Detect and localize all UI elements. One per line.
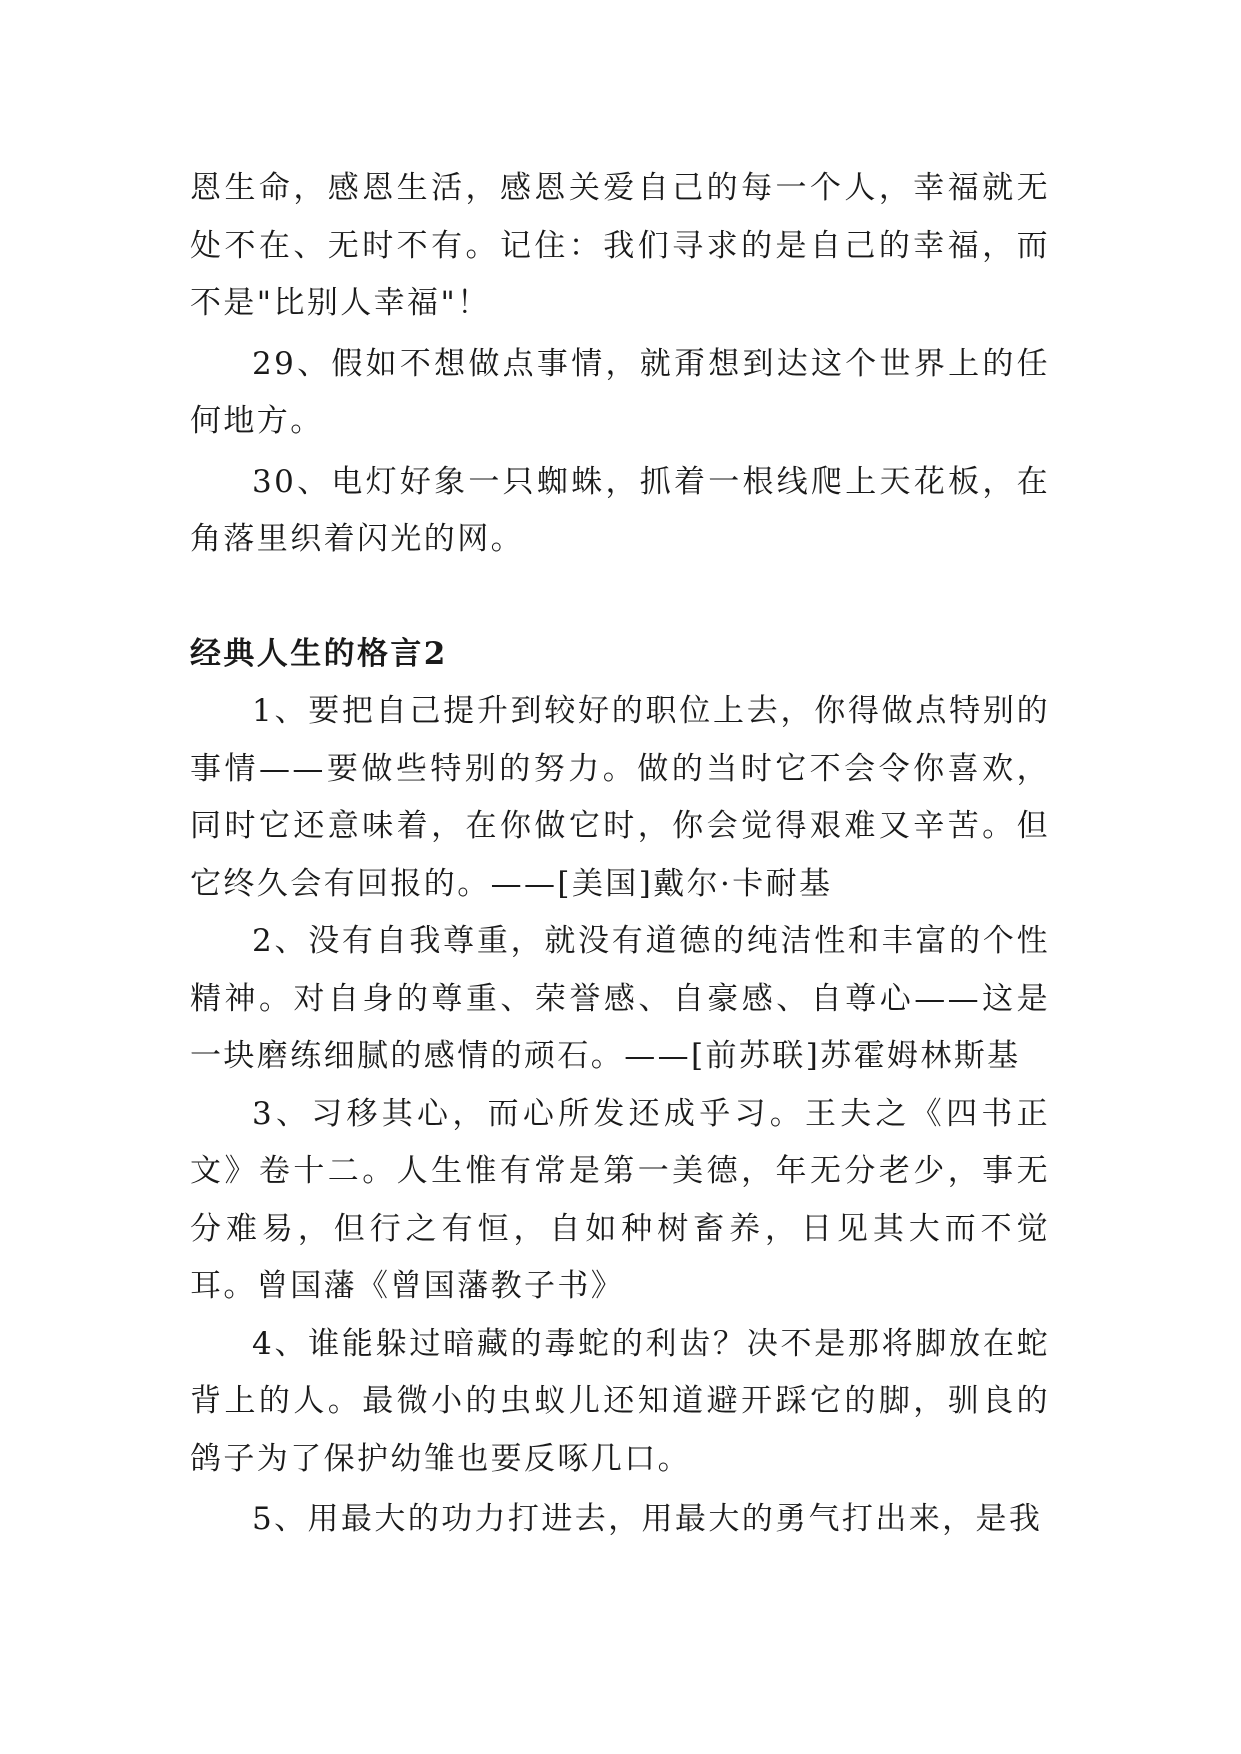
- section-title: 经典人生的格言2: [190, 635, 448, 672]
- paragraph-quote-1: 1、要把自己提升到较好的职位上去，你得做点特别的事情——要做些特别的努力。做的当时它不会令你喜欢，同时它还意味着，在你做它时，你会觉得艰难又辛苦。但它终久会有回报的。——[美国]戴尔·卡耐基: [190, 693, 1050, 902]
- paragraph-quote-4: 4、谁能躲过暗藏的毒蛇的利齿？决不是那将脚放在蛇背上的人。最微小的虫蚁儿还知道避开踩它的脚，驯良的鸽子为了保护幼雏也要反啄几口。: [190, 1325, 1050, 1477]
- paragraph-quote-29: 29、假如不想做点事情，就甭想到达这个世界上的任何地方。: [190, 345, 1050, 439]
- paragraph-quote-30: 30、电灯好象一只蜘蛛，抓着一根线爬上天花板，在角落里织着闪光的网。: [190, 463, 1050, 557]
- paragraph-quote-5: 5、用最大的功力打进去，用最大的勇气打出来，是我: [252, 1501, 1043, 1537]
- paragraph-quote-3: 3、习移其心，而心所发还成乎习。王夫之《四书正文》卷十二。人生惟有常是第一美德，年无分老少，事无分难易，但行之有恒，自如种树畜养，日见其大而不觉耳。曾国藩《曾国藩教子书》: [190, 1095, 1050, 1304]
- document-body: [190, 160, 1050, 1549]
- paragraph-quote-2: 2、没有自我尊重，就没有道德的纯洁性和丰富的个性精神。对自身的尊重、荣誉感、自豪感、自尊心——这是一块磨练细腻的感情的顽石。——[前苏联]苏霍姆林斯基: [190, 923, 1050, 1074]
- paragraph-continued: 恩生命，感恩生活，感恩关爱自己的每一个人，幸福就无处不在、无时不有。记住：我们寻求的是自己的幸福，而不是"比别人幸福"！: [190, 170, 1050, 321]
